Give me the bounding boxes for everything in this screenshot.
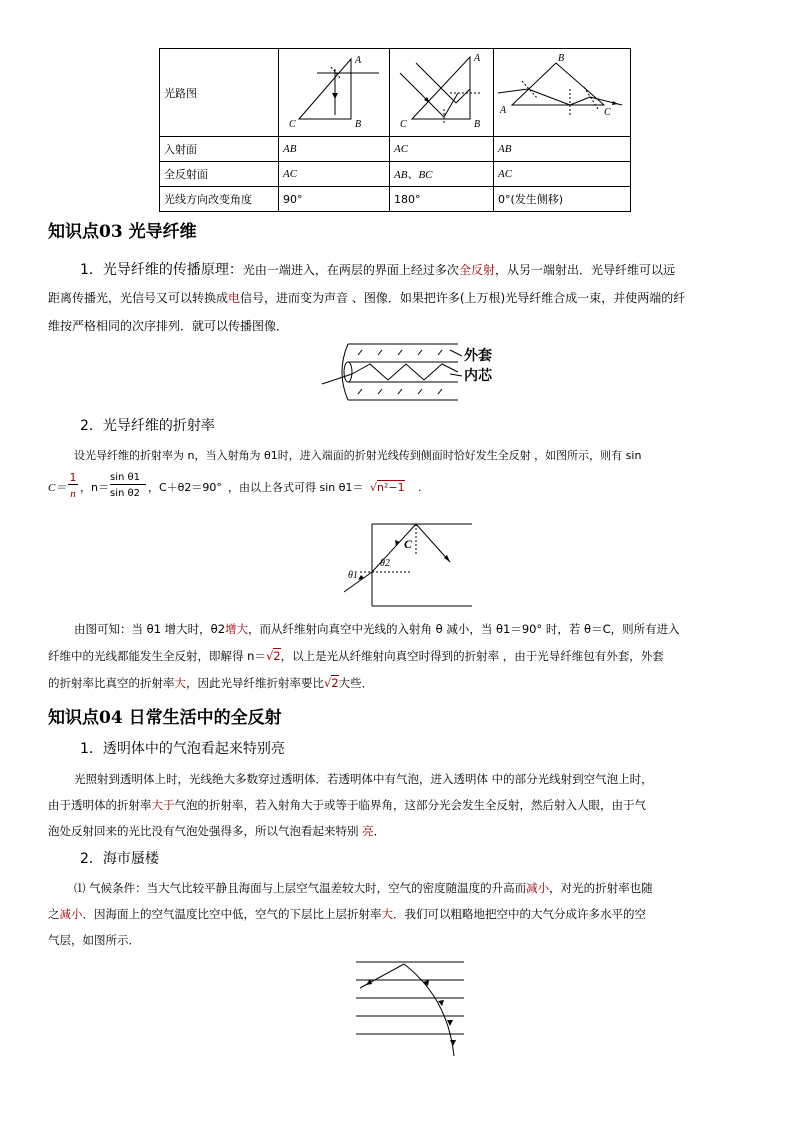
section-heading-04: 知识点04 日常生活中的全反射 (48, 708, 282, 728)
text: ⑴ 气候条件：当大气比较平静且海面与上层空气温差较大时，空气的密度随温度的升高而 (74, 881, 527, 895)
text: 光由一端进入，在两层的界面上经过多次 (242, 263, 459, 277)
paragraph-line: 气层，如图所示． (48, 933, 140, 947)
formula-sqrt: √2 (265, 649, 281, 663)
highlight: 电 (228, 291, 241, 305)
fraction-denominator: n (70, 488, 76, 500)
paragraph-line (74, 621, 680, 637)
text: C＝ (48, 482, 67, 494)
table-cell-diagram (279, 49, 390, 137)
prism-diagram-1 (279, 49, 389, 133)
paragraph-line: 维按严格相同的次序排列．就可以传播图像． (48, 319, 289, 333)
text: 泡处反射回来的光比没有气泡处强得多，所以气泡看起来特别 (48, 824, 363, 838)
prism-diagram-2 (390, 49, 493, 133)
fiber-refraction-figure (340, 516, 480, 610)
paragraph-line (48, 290, 685, 306)
text: ． (373, 824, 386, 838)
s1-title: 1．透明体中的气泡看起来特别亮 (80, 741, 285, 757)
text: ，n＝ (80, 481, 109, 494)
text: ，从另一端射出．光导纤维可以远 (494, 263, 675, 277)
paragraph-line (48, 675, 373, 691)
label-C: C (604, 107, 611, 118)
label-A: A (355, 55, 362, 66)
highlight: 全反射 (458, 263, 495, 277)
fiber-inner-label: 内芯 (464, 368, 492, 384)
text: 信号，进而变为声音 、图像．如果把许多(上万根)光导纤维合成一束，并使两端的纤 (240, 291, 686, 305)
paragraph-line (48, 797, 646, 813)
label-C: C (289, 119, 296, 130)
p1-title: 1．光导纤维的传播原理： (80, 262, 243, 278)
table-cell: 180° (390, 187, 494, 212)
fraction-numerator: sin θ1 (110, 472, 140, 483)
highlight: 大于 (151, 798, 175, 812)
text: 纤维中的光线都能发生全反射，即解得 n＝ (48, 649, 266, 663)
table-cell-label: 全反射面 (160, 162, 279, 187)
mirage-layers-figure (352, 958, 468, 1062)
highlight: 减小 (526, 881, 550, 895)
text: ，由以上各式可得 sin θ1＝ (228, 481, 364, 494)
p2-title: 2．光导纤维的折射率 (80, 418, 215, 434)
table-cell: AC (279, 162, 390, 187)
text: ，以上是光从纤维射向真空时得到的折射率 ，由于光导纤维包有外套，外套 (280, 649, 664, 663)
table-cell: 90° (279, 187, 390, 212)
text: . (418, 481, 422, 494)
fig-label-theta1: θ1 (348, 570, 358, 581)
table-cell: AB (279, 137, 390, 162)
highlight: 亮 (362, 824, 374, 838)
formula-result: √n²−1 (370, 481, 405, 494)
paragraph-line (80, 262, 675, 278)
fig-label-C: C (404, 537, 413, 551)
table-cell-label: 入射面 (160, 137, 279, 162)
table-cell: AC (390, 137, 494, 162)
paragraph-line (48, 906, 646, 922)
text: ．我们可以粗略地把空中的大气分成许多水平的空 (393, 907, 646, 921)
label-B: B (474, 119, 481, 130)
formula-sqrt: √2 (324, 676, 339, 690)
table-row (160, 187, 631, 212)
highlight: 减小 (59, 907, 83, 921)
paragraph-line: 光照射到透明体上时，光线绝大多数穿过透明体．若透明体中有气泡，进入透明体 中的部分光线射到空气泡上时， (74, 772, 653, 786)
text: 距离传播光，光信号又可以转换成 (48, 291, 229, 305)
text: 由于透明体的折射率 (48, 798, 152, 812)
label-A: A (474, 53, 481, 64)
table-cell: 0°(发生侧移) (494, 187, 631, 212)
text: 气泡的折射率，若入射角大于或等于临界角，这部分光会发生全反射，然后射入人眼，由于气 (174, 798, 646, 812)
text: 大些． (338, 676, 374, 690)
fig-label-theta2: θ2 (380, 558, 390, 569)
highlight: 大 (174, 676, 186, 690)
paragraph-line (74, 880, 653, 896)
optical-fiber-figure (318, 340, 508, 408)
highlight: 增大 (225, 622, 249, 636)
table-cell: AB、BC (390, 162, 494, 187)
fraction-denominator: sin θ2 (110, 488, 140, 499)
s2-title: 2．海市蜃楼 (80, 851, 159, 867)
label-A: A (500, 105, 507, 116)
fiber-outer-label: 外套 (464, 348, 492, 364)
highlight: 大 (381, 907, 393, 921)
fraction-numerator: 1 (69, 471, 77, 484)
table-row (160, 49, 631, 137)
table-cell-diagram (390, 49, 494, 137)
section-heading-03: 知识点03 光导纤维 (48, 222, 197, 242)
label-C: C (400, 119, 407, 130)
paragraph-line (48, 823, 385, 839)
text: ，对光的折射率也随 (549, 881, 653, 895)
prism-comparison-table (159, 48, 631, 212)
text: 的折射率比真空的折射率 (48, 676, 175, 690)
paragraph-line (48, 648, 664, 664)
text: ，而从纤维射向真空中光线的入射角 θ 减小，当 θ1＝90° 时，若 θ＝C，则所有进入 (248, 622, 680, 636)
table-row (160, 162, 631, 187)
text: ，C＋θ2＝90° (148, 481, 222, 494)
text: ，因此光导纤维折射率要比 (186, 676, 324, 690)
paragraph-line: 设光导纤维的折射率为 n，当入射角为 θ1时，进入端面的折射光线传到侧面时恰好发生全反射 ，如图所示，则有 sin (74, 449, 642, 462)
prism-diagram-3 (494, 49, 630, 133)
table-row (160, 137, 631, 162)
text: ．因海面上的空气温度比空中低，空气的下层比上层折射率 (82, 907, 382, 921)
table-cell: AB (494, 137, 631, 162)
table-cell-label: 光线方向改变角度 (160, 187, 279, 212)
text: 由图可知：当 θ1 增大时，θ2 (74, 622, 226, 636)
label-B: B (558, 53, 565, 64)
table-cell: AC (494, 162, 631, 187)
table-cell-diagram (494, 49, 631, 137)
text: 之 (48, 907, 60, 921)
table-cell-label: 光路图 (160, 49, 279, 137)
label-B: B (355, 119, 362, 130)
